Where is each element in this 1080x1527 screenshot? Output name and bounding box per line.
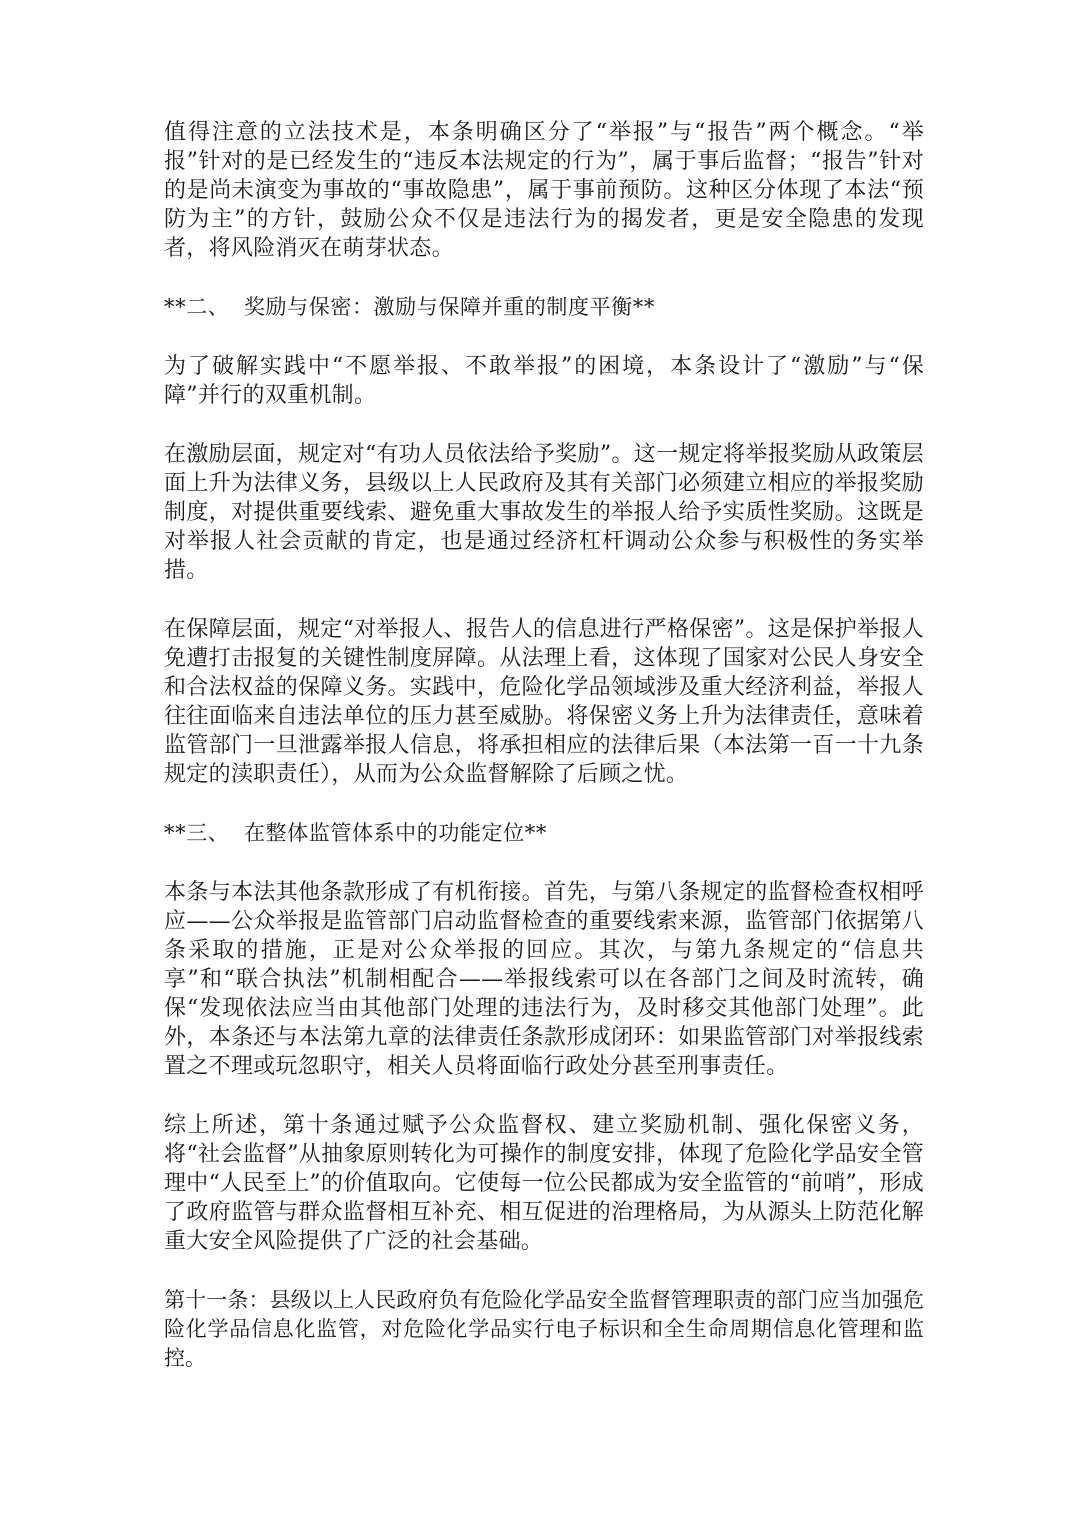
article-eleven: 第十一条：县级以上人民政府负有危险化学品安全监督管理职责的部门应当加强危险化学品信息化监管，对危险化学品实行电子标识和全生命周期信息化管理和监控。 [164, 1288, 924, 1370]
document-body [164, 118, 924, 1373]
section-heading-functional-positioning: **三、 在整体监管体系中的功能定位** [164, 821, 547, 845]
paragraph-dual-mechanism: 为了破解实践中“不愿举报、不敢举报”的困境，本条设计了“激励”与“保障”并行的双重机制。 [164, 354, 924, 408]
paragraph-linkage: 本条与本法其他条款形成了有机衔接。首先，与第八条规定的监督检查权相呼应——公众举报是监管部门启动监督检查的重要线索来源，监管部门依据第八条采取的措施，正是对公众举报的回应。其次，与第九条规定的“信息共享”和“联合执法”机制相配合——举报线索可以在各部门之间及时流转，确保“发现依法应当由其他部门处理的违法行为，及时移交其他部门处理”。此外，本条还与本法第九章的法律责任条款形成闭环：如果监管部门对举报线索置之不理或玩忽职守，相关人员将面临行政处分甚至刑事责任。 [164, 880, 924, 1079]
paragraph-reporting-distinction: 值得注意的立法技术是，本条明确区分了“举报”与“报告”两个概念。“举报”针对的是已经发生的“违反本法规定的行为”，属于事后监督；“报告”针对的是尚未演变为事故的“事故隐患”，属于事前预防。这种区分体现了本法“预防为主”的方针，鼓励公众不仅是违法行为的揭发者，更是安全隐患的发现者，将风险消灭在萌芽状态。 [164, 120, 924, 261]
section-heading-reward-confidentiality: **二、 奖励与保密：激励与保障并重的制度平衡** [164, 295, 655, 319]
paragraph-incentive-level: 在激励层面，规定对“有功人员依法给予奖励”。这一规定将举报奖励从政策层面上升为法律义务，县级以上人民政府及其有关部门必须建立相应的举报奖励制度，对提供重要线索、避免重大事故发生的举报人给予实质性奖励。这既是对举报人社会贡献的肯定，也是通过经济杠杆调动公众参与积极性的务实举措。 [164, 442, 924, 583]
paragraph-protection-level: 在保障层面，规定“对举报人、报告人的信息进行严格保密”。这是保护举报人免遭打击报复的关键性制度屏障。从法理上看，这体现了国家对公民人身安全和合法权益的保障义务。实践中，危险化学品领域涉及重大经济利益，举报人往往面临来自违法单位的压力甚至威胁。将保密义务上升为法律责任，意味着监管部门一旦泄露举报人信息，将承担相应的法律后果（本法第一百一十九条规定的渎职责任），从而为公众监督解除了后顾之忧。 [164, 617, 924, 787]
paragraph-summary: 综上所述，第十条通过赋予公众监督权、建立奖励机制、强化保密义务，将“社会监督”从抽象原则转化为可操作的制度安排，体现了危险化学品安全管理中“人民至上”的价值取向。它使每一位公民都成为安全监管的“前哨”，形成了政府监管与群众监督相互补充、相互促进的治理格局，为从源头上防范化解重大安全风险提供了广泛的社会基础。 [164, 1113, 924, 1254]
